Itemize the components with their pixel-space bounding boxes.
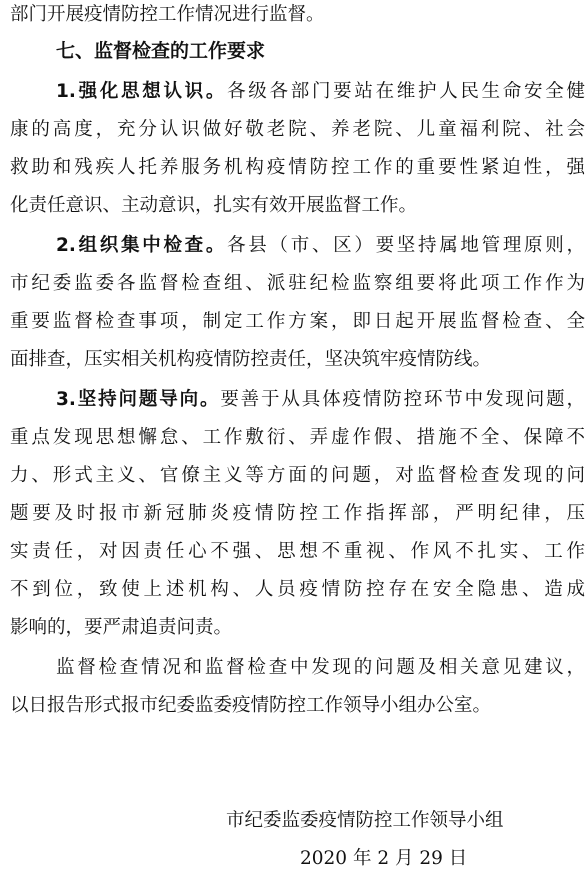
top-continuation-line: 部门开展疫情防控工作情况进行监督。 [10,4,325,25]
item-3-line-7: 影响的，要严肃追责问责。 [10,617,233,638]
item-1-lead: 1.强化思想认识。 [56,81,228,102]
item-3-line-1: 要善于从具体疫情防控环节中发现问题， [220,389,585,410]
item-2-line-1: 各县（市、区）要坚持属地管理原则， [227,235,585,256]
item-2-line-3: 重要监督检查事项，制定工作方案，即日起开展监督检查、全 [10,311,585,332]
closing-line-1: 监督检查情况和监督检查中发现的问题及相关意见建议， [56,657,585,678]
item-3-line-3: 力、形式主义、官僚主义等方面的问题，对监督检查发现的问 [10,465,585,486]
item-2-first-line [56,233,585,259]
item-3-line-6: 不到位，致使上述机构、人员疫情防控存在安全隐患、造成 [10,579,585,600]
item-1-line-3: 救助和残疾人托养服务机构疫情防控工作的重要性紧迫性，强 [10,157,585,178]
signature-date: 2020 年 2 月 29 日 [300,848,468,869]
item-3-first-line [56,387,585,413]
item-1-line-4: 化责任意识、主动意识，扎实有效开展监督工作。 [10,195,418,216]
item-1-line-1: 各级各部门要站在维护人民生命安全健 [227,81,585,102]
section-heading: 七、监督检查的工作要求 [56,40,266,62]
item-1-line-2: 康的高度，充分认识做好敬老院、养老院、儿童福利院、社会 [10,119,585,140]
item-2-lead: 2.组织集中检查。 [56,235,228,256]
item-3-lead: 3.坚持问题导向。 [56,389,221,410]
closing-line-2: 以日报告形式报市纪委监委疫情防控工作领导小组办公室。 [10,695,492,716]
item-1-first-line [56,79,585,105]
item-2-line-2: 市纪委监委各监督检查组、派驻纪检监察组要将此项工作作为 [10,273,585,294]
item-3-line-2: 重点发现思想懈怠、工作敷衍、弄虚作假、措施不全、保障不 [10,427,585,448]
signature-organization: 市纪委监委疫情防控工作领导小组 [226,810,504,831]
item-3-line-5: 实责任，对因责任心不强、思想不重视、作风不扎实、工作 [10,541,585,562]
item-3-line-4: 题要及时报市新冠肺炎疫情防控工作指挥部，严明纪律，压 [10,503,585,524]
item-2-line-4: 面排查，压实相关机构疫情防控责任，坚决筑牢疫情防线。 [10,349,492,370]
